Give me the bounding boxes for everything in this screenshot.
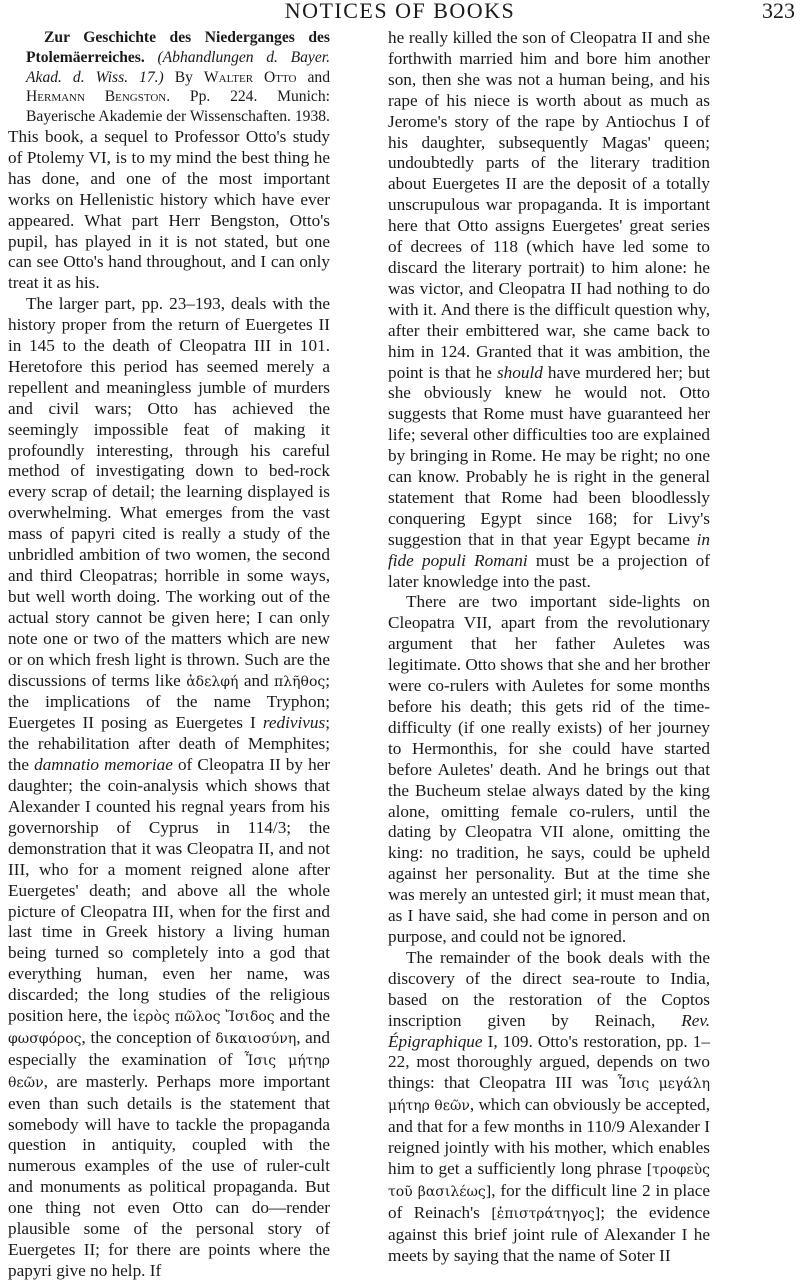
greek-term: ἱερὸς πῶλος Ἴσιδος: [132, 1009, 275, 1026]
greek-term: φωσφόρος: [8, 1030, 82, 1047]
right-column: [388, 28, 710, 1266]
author-2: Hermann Bengston.: [26, 88, 171, 106]
review-paragraph: This book, a sequel to Professor Otto's study of Ptolemy VI, is to my mind the best thing he has done, and one of the most important works on Hellenistic history which have ever appeared. What part Herr Bengston, Otto's pupil, has played in it is not stated, but one can see Otto's hand throughout, and I can only treat it as his.: [8, 126, 330, 293]
book-series: (Abhandlungen d. Bayer. Akad. d. Wiss. 17.): [26, 48, 330, 86]
left-column: [8, 28, 330, 1282]
review-paragraph: he really killed the son of Cleopatra II and she forthwith married him and bore him another son, then she was not a human being, and his rape of his niece is worth about as much as Jerome's story of the rape by Antiochus I of his daughter, subsequently Magas' queen; undoubtedly parts of the literary tradition about Euergetes II are the deposit of a totally unscrupulous war propaganda. It is important here that Otto assigns Euergetes' great series of decrees of 118 (which have led some to discard the literary portrait) to him alone: he was victor, and Cleopatra II had nothing to do with it. And there is the difficult question why, after their embittered war, she came back to him in 124. Granted that it was ambition, the point is that he should have murdered her; but she obviously knew he would not. Otto suggests that Rome must have guaranteed her life; several other difficulties too are explained by bringing in Rome. He may be right; no one can know. Probably he is right in the general statement that Rome had been bloodlessly conquering Egypt since 168; for Livy's suggestion that in that year Egypt became in fide populi Romani must be a projection of later knowledge into the past.: [388, 28, 711, 591]
publisher: Munich: Bayerische Akademie der Wissenschaften. 1938.: [26, 88, 330, 126]
greek-term: [ἐπιστράτηγος]: [491, 1205, 601, 1222]
page-number: 323: [762, 0, 795, 23]
greek-term: δικαιοσύνη: [215, 1030, 297, 1047]
page-count: Pp. 224.: [189, 88, 258, 106]
greek-term: πλῆθος: [274, 673, 326, 690]
review-paragraph: The larger part, pp. 23–193, deals with the history proper from the return of Euergetes II in 145 to the death of Cleopatra III in 101. Heretofore this period has seemed merely a repellent and meaningless jumble of murders and civil wars; Otto has achieved the seemingly impossible feat of making it profoundly interesting, through his careful method of investigating down to bed-rock every scrap of detail; the learning displayed is overwhelming. What emerges from the vast mass of papyri cited is really a study of the unbridled ambition of two women, the second and third Cleopatras; horrible in some ways, but well worth doing. The working out of the actual story cannot be given here; I can only note one or two of the matters which are new or on which fresh light is thrown. Such are the discussions of terms like ἀδελφή and πλῆθος; the implications of the name Tryphon; Euergetes II posing as Euergetes I redivivus; the rehabilitation after death of Memphites; the damnatio memoriae of Cleopatra II by her daughter; the coin-analysis which shows that Alexander I counted his regnal years from his governorship of Cyprus in 114/3; the demonstration that it was Cleopatra II, and not III, who for a moment reigned alone after Euergetes' death; and above all the whole picture of Cleopatra III, when for the first and last time in Greek history a living human being turned so completely into a god that everything human, even her name, was discarded; the long studies of the religious position here, the ἱερὸς πῶλος Ἴσιδος and the φωσφόρος, the conception of δικαιοσύνη, and especially the examination of Ἶσις μήτηρ θεῶν, are masterly. Perhaps more important even than such details is the statement that somebody will have to tackle the propaganda question in antiquity, coupled with the numerous examples of the use of ruler-cult and monuments as political propaganda. But one thing not even Otto can do—render plausible some of the personal story of Euergetes II; for there are points where the papyri give no help. If: [8, 294, 331, 1280]
greek-term: Ἶσις μεγάλη μήτηρ θεῶν: [388, 1076, 711, 1115]
page-header: [0, 0, 800, 28]
author-1: Walter Otto: [203, 68, 297, 86]
review-paragraph: There are two important side-lights on Cleopatra VII, apart from the revolutionary argument that her father Auletes was legitimate. Otto shows that she and her brother were co-rulers with Auletes for some months before his death; this gets rid of the time-difficulty (if one really exists) of her journey to Hermonthis, for she could have started before Auletes' death. And he brings out that the Bucheum stelae always dated by the king alone, omitting female co-rulers, until the dating by Cleopatra VII alone, omitting the king: no tradition, he says, could be upheld against her personality. But at the time she was merely an untested girl; it must mean that, as I have said, she had come in person and on purpose, and could not be ignored.: [388, 592, 710, 946]
book-title: Zur Geschichte des Niederganges des Ptolemäerreiches.: [26, 29, 330, 66]
greek-term: Ἶσις μήτηρ θεῶν: [8, 1052, 330, 1091]
greek-term: [τροφεὺς τοῦ βασιλέως]: [388, 1161, 710, 1200]
greek-term: ἀδελφή: [186, 673, 239, 690]
book-citation: Zur Geschichte des Niederganges des Ptolemäerreiches. (Abhandlungen d. Bayer. Akad. d. Wiss. 17.) By Walter Otto and Hermann Bengston. Pp. 224. Munich: Bayerische Akademie der Wissenschaften. 1938.: [26, 29, 330, 126]
review-paragraph: The remainder of the book deals with the discovery of the direct sea-route to India, based on the restoration of the Coptos inscription given by Reinach, Rev. Épigraphique I, 109. Otto's restoration, pp. 1–22, most thoroughly argued, depends on two things: that Cleopatra III was Ἶσις μεγάλη μήτηρ θεῶν, which can obviously be accepted, and that for a few months in 110/9 Alexander I reigned jointly with his mother, which enables him to get a sufficiently long phrase [τροφεὺς τοῦ βασιλέως], for the difficult line 2 in place of Reinach's [ἐπιστράτηγος]; the evidence against this brief joint rule of Alexander I he meets by saying that the name of Soter II: [388, 947, 711, 1265]
running-head: NOTICES OF BOOKS: [284, 0, 516, 23]
